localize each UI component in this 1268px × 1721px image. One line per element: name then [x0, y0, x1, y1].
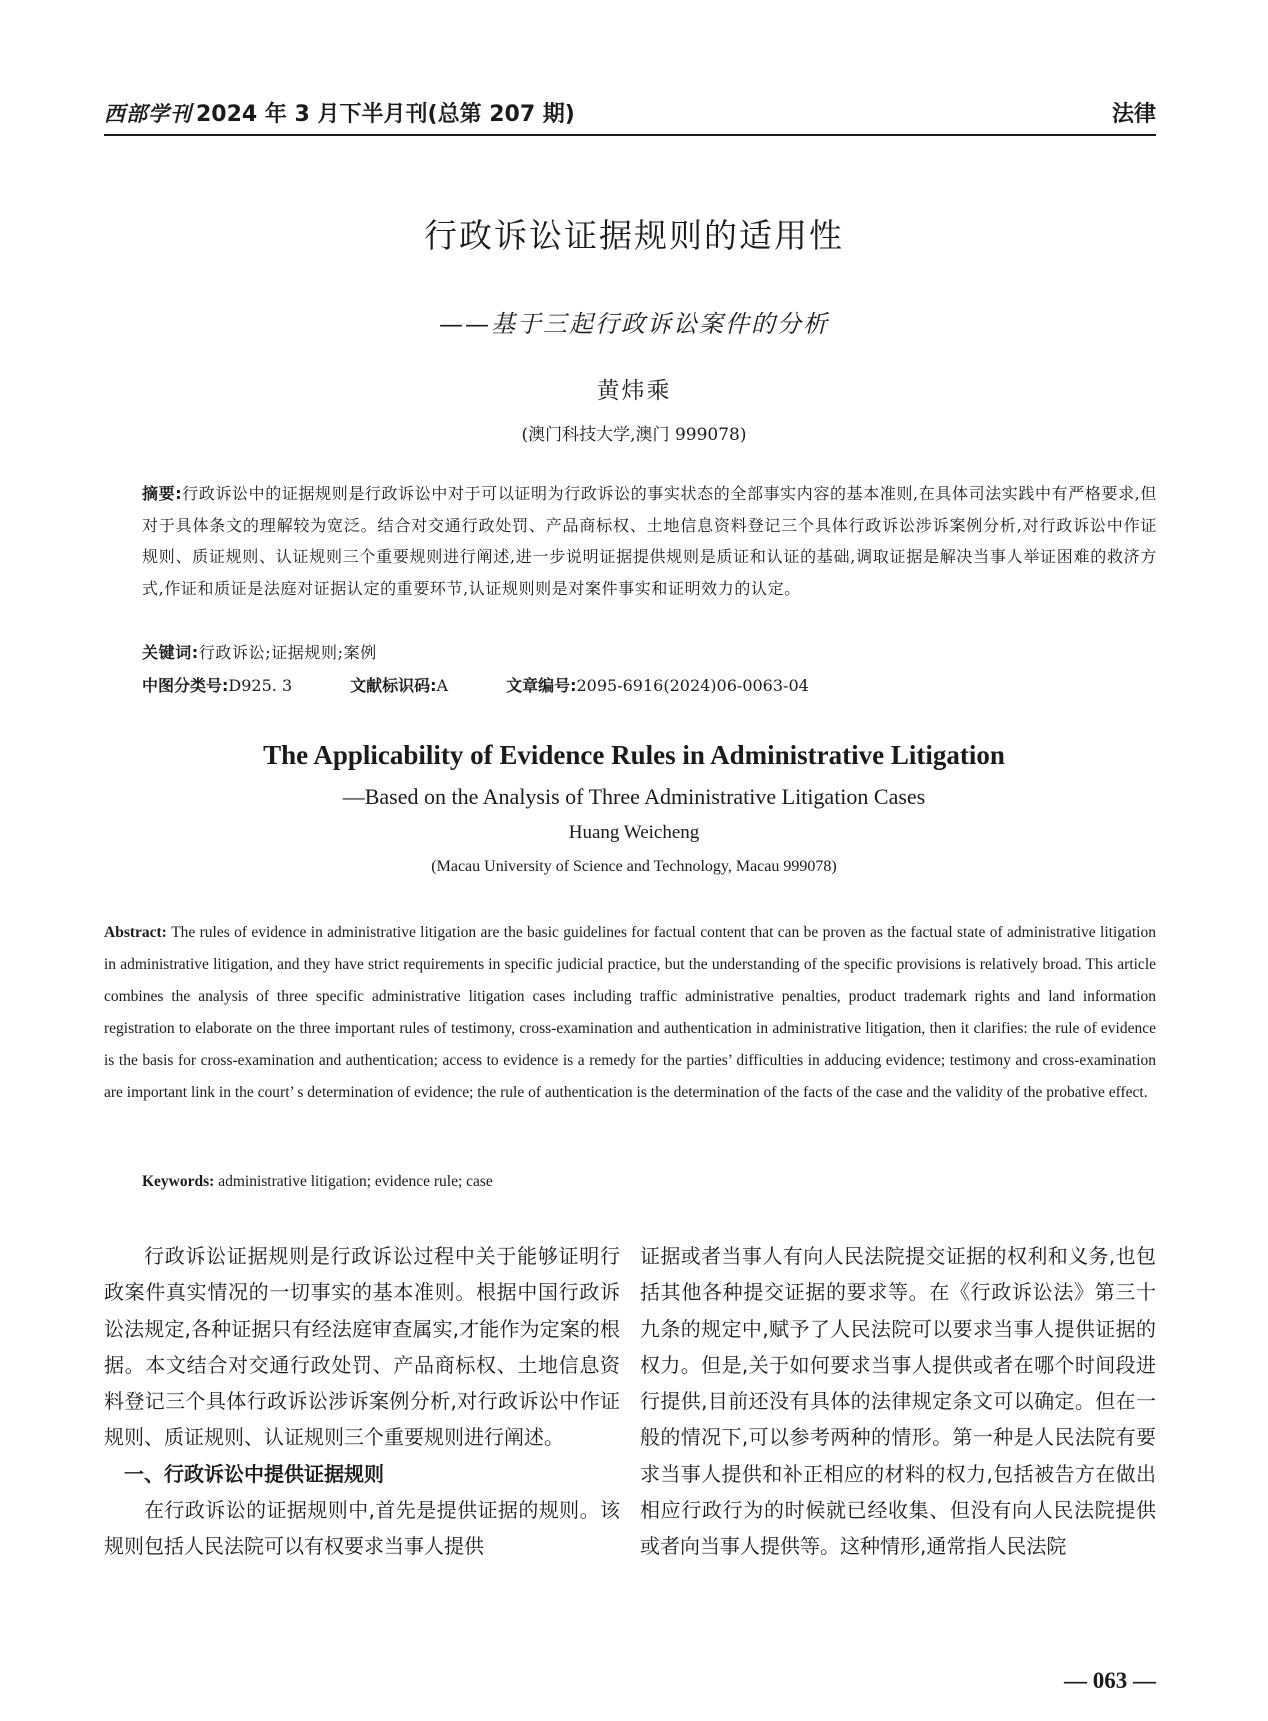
- issue-info: 2024 年 3 月下半月刊(总第 207 期): [196, 102, 575, 127]
- english-keywords: [142, 1173, 493, 1191]
- document-code: 文献标识码:A: [350, 676, 449, 695]
- body-paragraph: 证据或者当事人有向人民法院提交证据的权利和义务,也包括其他各种提交证据的要求等。在《行政诉讼法》第三十九条的规定中,赋予了人民法院可以要求当事人提供证据的权力。但是,关于如何要求当事人提供或者在哪个时间段进行提供,目前还没有具体的法律规定条文可以确定。但在一般的情况下,可以参考两种的情形。第一种是人民法院有要求当事人提供和补正相应的材料的权力,包括被告方在做出相应行政行为的时候就已经收集、但没有向人民法院提供或者向当事人提供等。这种情形,通常指人民法院: [640, 1244, 1156, 1559]
- clc-number: 中图分类号:D925. 3: [142, 676, 293, 695]
- chinese-abstract: [142, 478, 1157, 604]
- body-left-column: [104, 1238, 620, 1565]
- article-number: 文章编号:2095-6916(2024)06-0063-04: [506, 676, 809, 695]
- chinese-keywords: [142, 640, 377, 663]
- english-keywords-label: Keywords:: [142, 1173, 215, 1190]
- chinese-affiliation: (澳门科技大学,澳门 999078): [521, 425, 747, 445]
- chinese-abstract-text: 行政诉讼中的证据规则是行政诉讼中对于可以证明为行政诉讼的事实状态的全部事实内容的基本准则,在具体司法实践中有严格要求,但对于具体条文的理解较为宽泛。结合对交通行政处罚、产品商标权、土地信息资料登记三个具体行政诉讼涉诉案例分析,对行政诉讼中作证规则、质证规则、认证规则三个重要规则进行阐述,进一步说明证据提供规则是质证和认证的基础,调取证据是解决当事人举证困难的救济方式,作证和质证是法庭对证据认定的重要环节,认证规则则是对案件事实和证明效力的认定。: [142, 484, 1157, 598]
- chinese-keywords-label: 关键词:: [142, 643, 199, 662]
- body-paragraph: 行政诉讼证据规则是行政诉讼过程中关于能够证明行政案件真实情况的一切事实的基本准则。根据中国行政诉讼法规定,各种证据只有经法庭审查属实,才能作为定案的根据。本文结合对交通行政处罚、产品商标权、土地信息资料登记三个具体行政诉讼涉诉案例分析,对行政诉讼中作证规则、质证规则、认证规则三个重要规则进行阐述。: [104, 1244, 620, 1450]
- english-title: The Applicability of Evidence Rules in Administrative Litigation: [263, 740, 1005, 770]
- body-right-column: [640, 1238, 1156, 1565]
- section-label: 法律: [1111, 102, 1156, 127]
- journal-logo: 西部学刊: [104, 101, 192, 126]
- english-author: Huang Weicheng: [568, 822, 700, 843]
- body-paragraph: 在行政诉讼的证据规则中,首先是提供证据的规则。该规则包括人民法院可以有权要求当事人提供: [104, 1498, 620, 1559]
- running-header: [104, 88, 1156, 136]
- page-number: — 063 —: [1064, 1668, 1156, 1693]
- classification-line: [142, 673, 1157, 696]
- english-abstract-label: Abstract:: [104, 924, 167, 941]
- chinese-keywords-text: 行政诉讼;证据规则;案例: [198, 643, 377, 662]
- journal-issue: [104, 97, 575, 128]
- chinese-author: 黄炜乘: [596, 378, 672, 404]
- english-abstract-text: The rules of evidence in administrative litigation are the basic guidelines for factual content that can be proven as the factual state of administrative litigation in administrative litigation, and they have strict requirements in specific judicial practice, but the understanding of the specific provisions is relatively broad. This article combines the analysis of three specific administrative litigation cases including traffic administrative penalties, product trademark rights and land information registration to elaborate on the three important rules of testimony, cross-examination and authentication in administrative litigation, then it clarifies: the rule of evidence is the basis for cross-examination and authentication; access to evidence is a remedy for the parties’ difficulties in adducing evidence; testimony and cross-examination are important link in the court’ s determination of evidence; the rule of authentication is the determination of the facts of the case and the validity of the probative effect.: [104, 924, 1156, 1101]
- english-keywords-text: administrative litigation; evidence rule; case: [218, 1173, 493, 1190]
- chinese-abstract-label: 摘要:: [142, 484, 183, 503]
- english-subtitle: —Based on the Analysis of Three Administrative Litigation Cases: [342, 784, 926, 809]
- english-affiliation: (Macau University of Science and Technology, Macau 999078): [431, 858, 837, 875]
- chinese-subtitle: ——基于三起行政诉讼案件的分析: [439, 310, 829, 338]
- chinese-title: 行政诉讼证据规则的适用性: [424, 216, 844, 255]
- section-heading: 一、行政诉讼中提供证据规则: [124, 1461, 384, 1486]
- english-abstract: [104, 917, 1156, 1109]
